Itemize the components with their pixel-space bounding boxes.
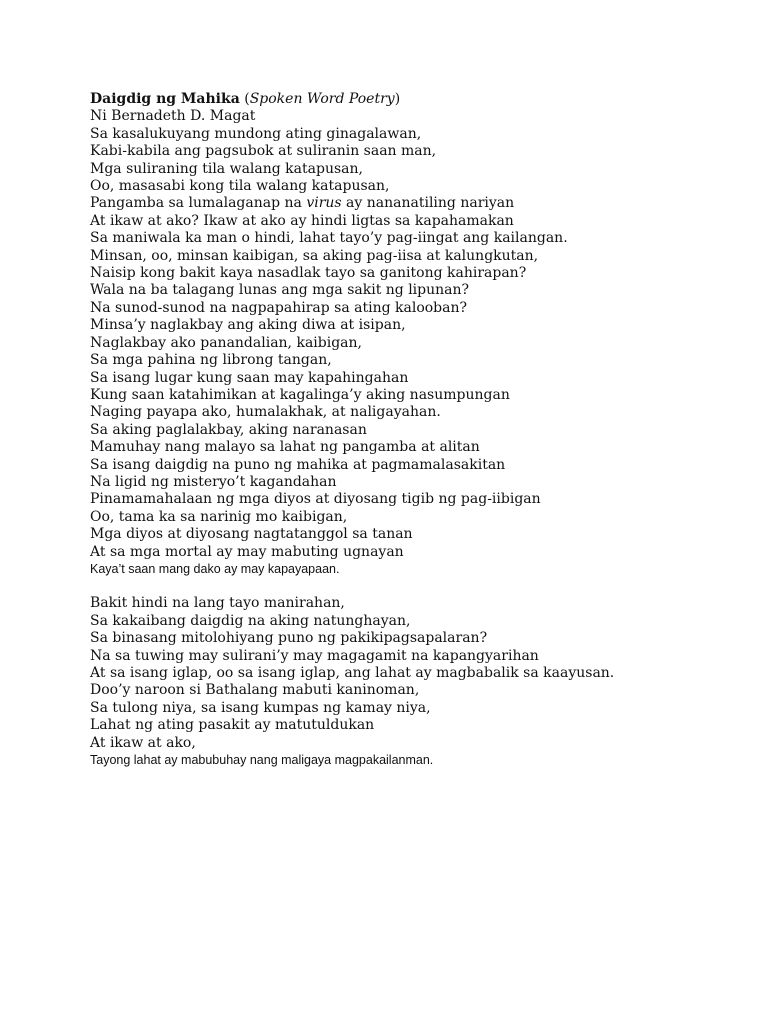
poem-line: Wala na ba talagang lunas ang mga sakit ng lipunan? [90, 282, 470, 299]
poem-line: Na ligid ng misteryo’t kagandahan [90, 473, 337, 490]
poem-line: Mamuhay nang malayo sa lahat ng pangamba at alitan [90, 439, 480, 456]
title-open-paren: ( [239, 91, 250, 107]
stanza-1 [90, 126, 730, 579]
virus-word: virus [306, 195, 342, 212]
poem-line: Sa binasang mitolohiyang puno ng pakikipagsapalaran? [90, 630, 488, 647]
poem-line: Minsan, oo, minsan kaibigan, sa aking pag-iisa at kalungkutan, [90, 247, 539, 264]
poem-line-virus [90, 195, 730, 212]
poem-line: Na sunod-sunod na nagpapahirap sa ating kalooban? [90, 299, 468, 316]
poem-line: Sa tulong niya, sa isang kumpas ng kamay niya, [90, 699, 431, 716]
poem-line: Sa mga pahina ng librong tangan, [90, 352, 332, 369]
poem-line: At ikaw at ako? Ikaw at ako ay hindi ligtas sa kapahamakan [90, 212, 514, 229]
stanza-gap [90, 578, 730, 595]
poem-line: Kabi-kabila ang pagsubok at suliranin saan man, [90, 143, 437, 160]
poem-line: Sa aking paglalakbay, aking naranasan [90, 421, 367, 438]
virus-line-after: ay nananatiling nariyan [341, 195, 515, 212]
poem-line: Mga diyos at diyosang nagtatanggol sa tanan [90, 526, 413, 543]
poem-line: Oo, masasabi kong tila walang katapusan, [90, 178, 390, 195]
poem-line: At ikaw at ako, [90, 734, 196, 751]
poem-page [90, 91, 730, 769]
poem-line: Mga suliraning tila walang katapusan, [90, 160, 363, 177]
poem-line: Sa isang lugar kung saan may kapahingahan [90, 369, 409, 386]
poem-line: Naisip kong bakit kaya nasadlak tayo sa ganitong kahirapan? [90, 265, 527, 282]
poem-line: Naging payapa ako, humalakhak, at naligayahan. [90, 404, 441, 421]
poem-line: Doo’y naroon si Bathalang mabuti kaninoman, [90, 682, 420, 699]
poem-line: Oo, tama ka sa narinig mo kaibigan, [90, 508, 348, 525]
virus-line-before: Pangamba sa lumalaganap na [90, 195, 307, 212]
poem-line-closing: Kaya’t saan mang dako ay may kapayapaan. [90, 561, 340, 576]
poem-line: Sa isang daigdig na puno ng mahika at pagmamalasakitan [90, 456, 506, 473]
stanza-2 [90, 595, 730, 769]
author-line: Ni Bernadeth D. Magat [90, 108, 256, 125]
poem-line: Na sa tuwing may sulirani’y may magagamit na kapangyarihan [90, 647, 539, 664]
poem-title [90, 91, 730, 108]
poem-line: Kung saan katahimikan at kagalinga’y aking nasumpungan [90, 386, 510, 403]
poem-line: At sa isang iglap, oo sa isang iglap, ang lahat ay magbabalik sa kaayusan. [90, 665, 615, 681]
title-main: Daigdig ng Mahika [90, 91, 240, 107]
poem-line: Sa kasalukuyang mundong ating ginagalawan, [90, 125, 422, 142]
poem-line: Lahat ng ating pasakit ay matutuldukan [90, 717, 375, 734]
poem-line: Minsa’y naglakbay ang aking diwa at isipan, [90, 317, 406, 334]
title-subtitle: Spoken Word Poetry [249, 91, 395, 107]
poem-line: At sa mga mortal ay may mabuting ugnayan [90, 543, 404, 560]
poem-line: Sa maniwala ka man o hindi, lahat tayo’y pag-iingat ang kailangan. [90, 230, 568, 247]
poem-line: Sa kakaibang daigdig na aking natunghayan, [90, 612, 411, 629]
poem-line: Naglakbay ako panandalian, kaibigan, [90, 334, 362, 351]
title-close-paren: ) [394, 91, 401, 107]
poem-line: Bakit hindi na lang tayo manirahan, [90, 595, 345, 612]
poem-line-closing: Tayong lahat ay mabubuhay nang maligaya magpakailanman. [90, 753, 434, 768]
poem-line: Pinamamahalaan ng mga diyos at diyosang tigib ng pag-iibigan [90, 491, 541, 508]
